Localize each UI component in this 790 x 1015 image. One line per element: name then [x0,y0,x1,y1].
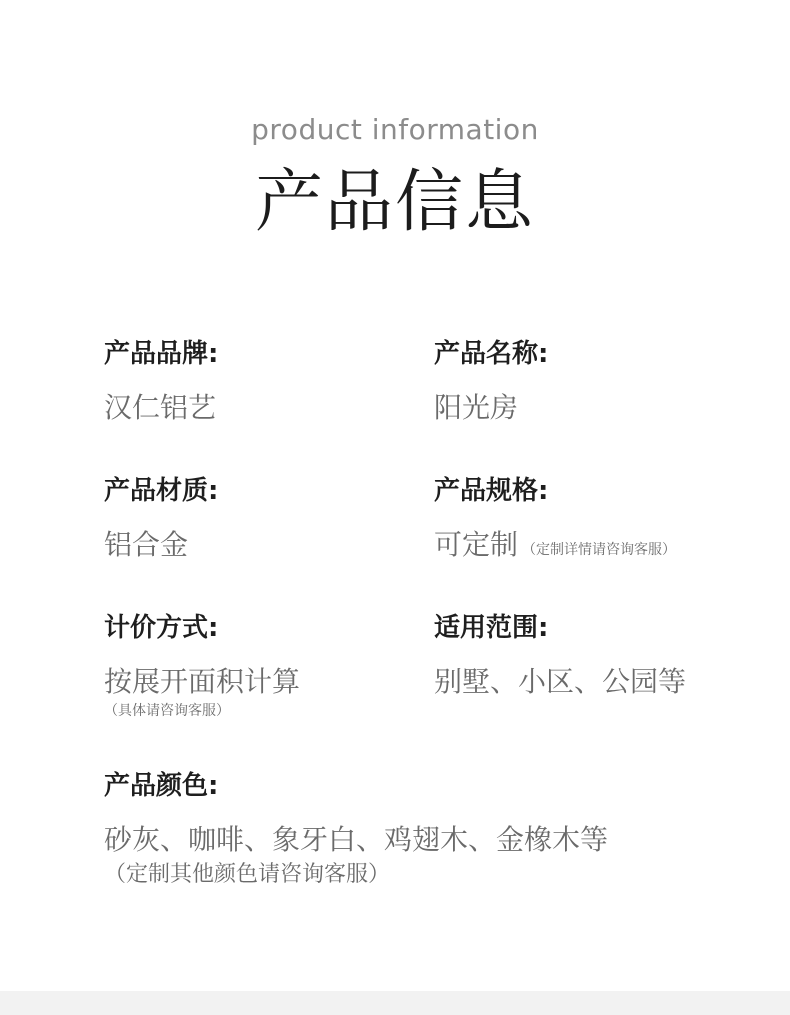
scope-value: 别墅、小区、公园等 [434,665,687,698]
scope-label: 适用范围: [434,613,549,643]
field-scope [434,610,686,702]
spec-value-row [434,525,676,570]
header [0,110,790,248]
field-spec [434,473,676,570]
spec-note: （定制详情请咨询客服） [522,542,677,558]
subtitle-english: product information [251,113,539,146]
field-pricing [104,610,300,720]
field-name [434,336,548,428]
material-label: 产品材质: [104,476,219,506]
field-color [104,768,608,890]
name-value: 阳光房 [434,391,519,424]
color-label: 产品颜色: [104,771,219,801]
spec-label: 产品规格: [434,476,549,506]
spec-value: 可定制 [434,528,519,561]
brand-label: 产品品牌: [104,339,219,369]
pricing-note: （具体请咨询客服） [104,703,230,719]
pricing-label: 计价方式: [104,613,219,643]
field-brand [104,336,218,428]
brand-value: 汉仁铝艺 [104,391,217,424]
color-note: （定制其他颜色请咨询客服） [104,862,391,887]
material-value: 铝合金 [104,528,189,561]
page-title: 产品信息 [254,163,535,242]
pricing-value: 按展开面积计算 [104,665,301,698]
footer-band [0,991,790,1015]
field-material [104,473,218,565]
name-label: 产品名称: [434,339,549,369]
color-value: 砂灰、咖啡、象牙白、鸡翅木、金橡木等 [104,823,609,856]
